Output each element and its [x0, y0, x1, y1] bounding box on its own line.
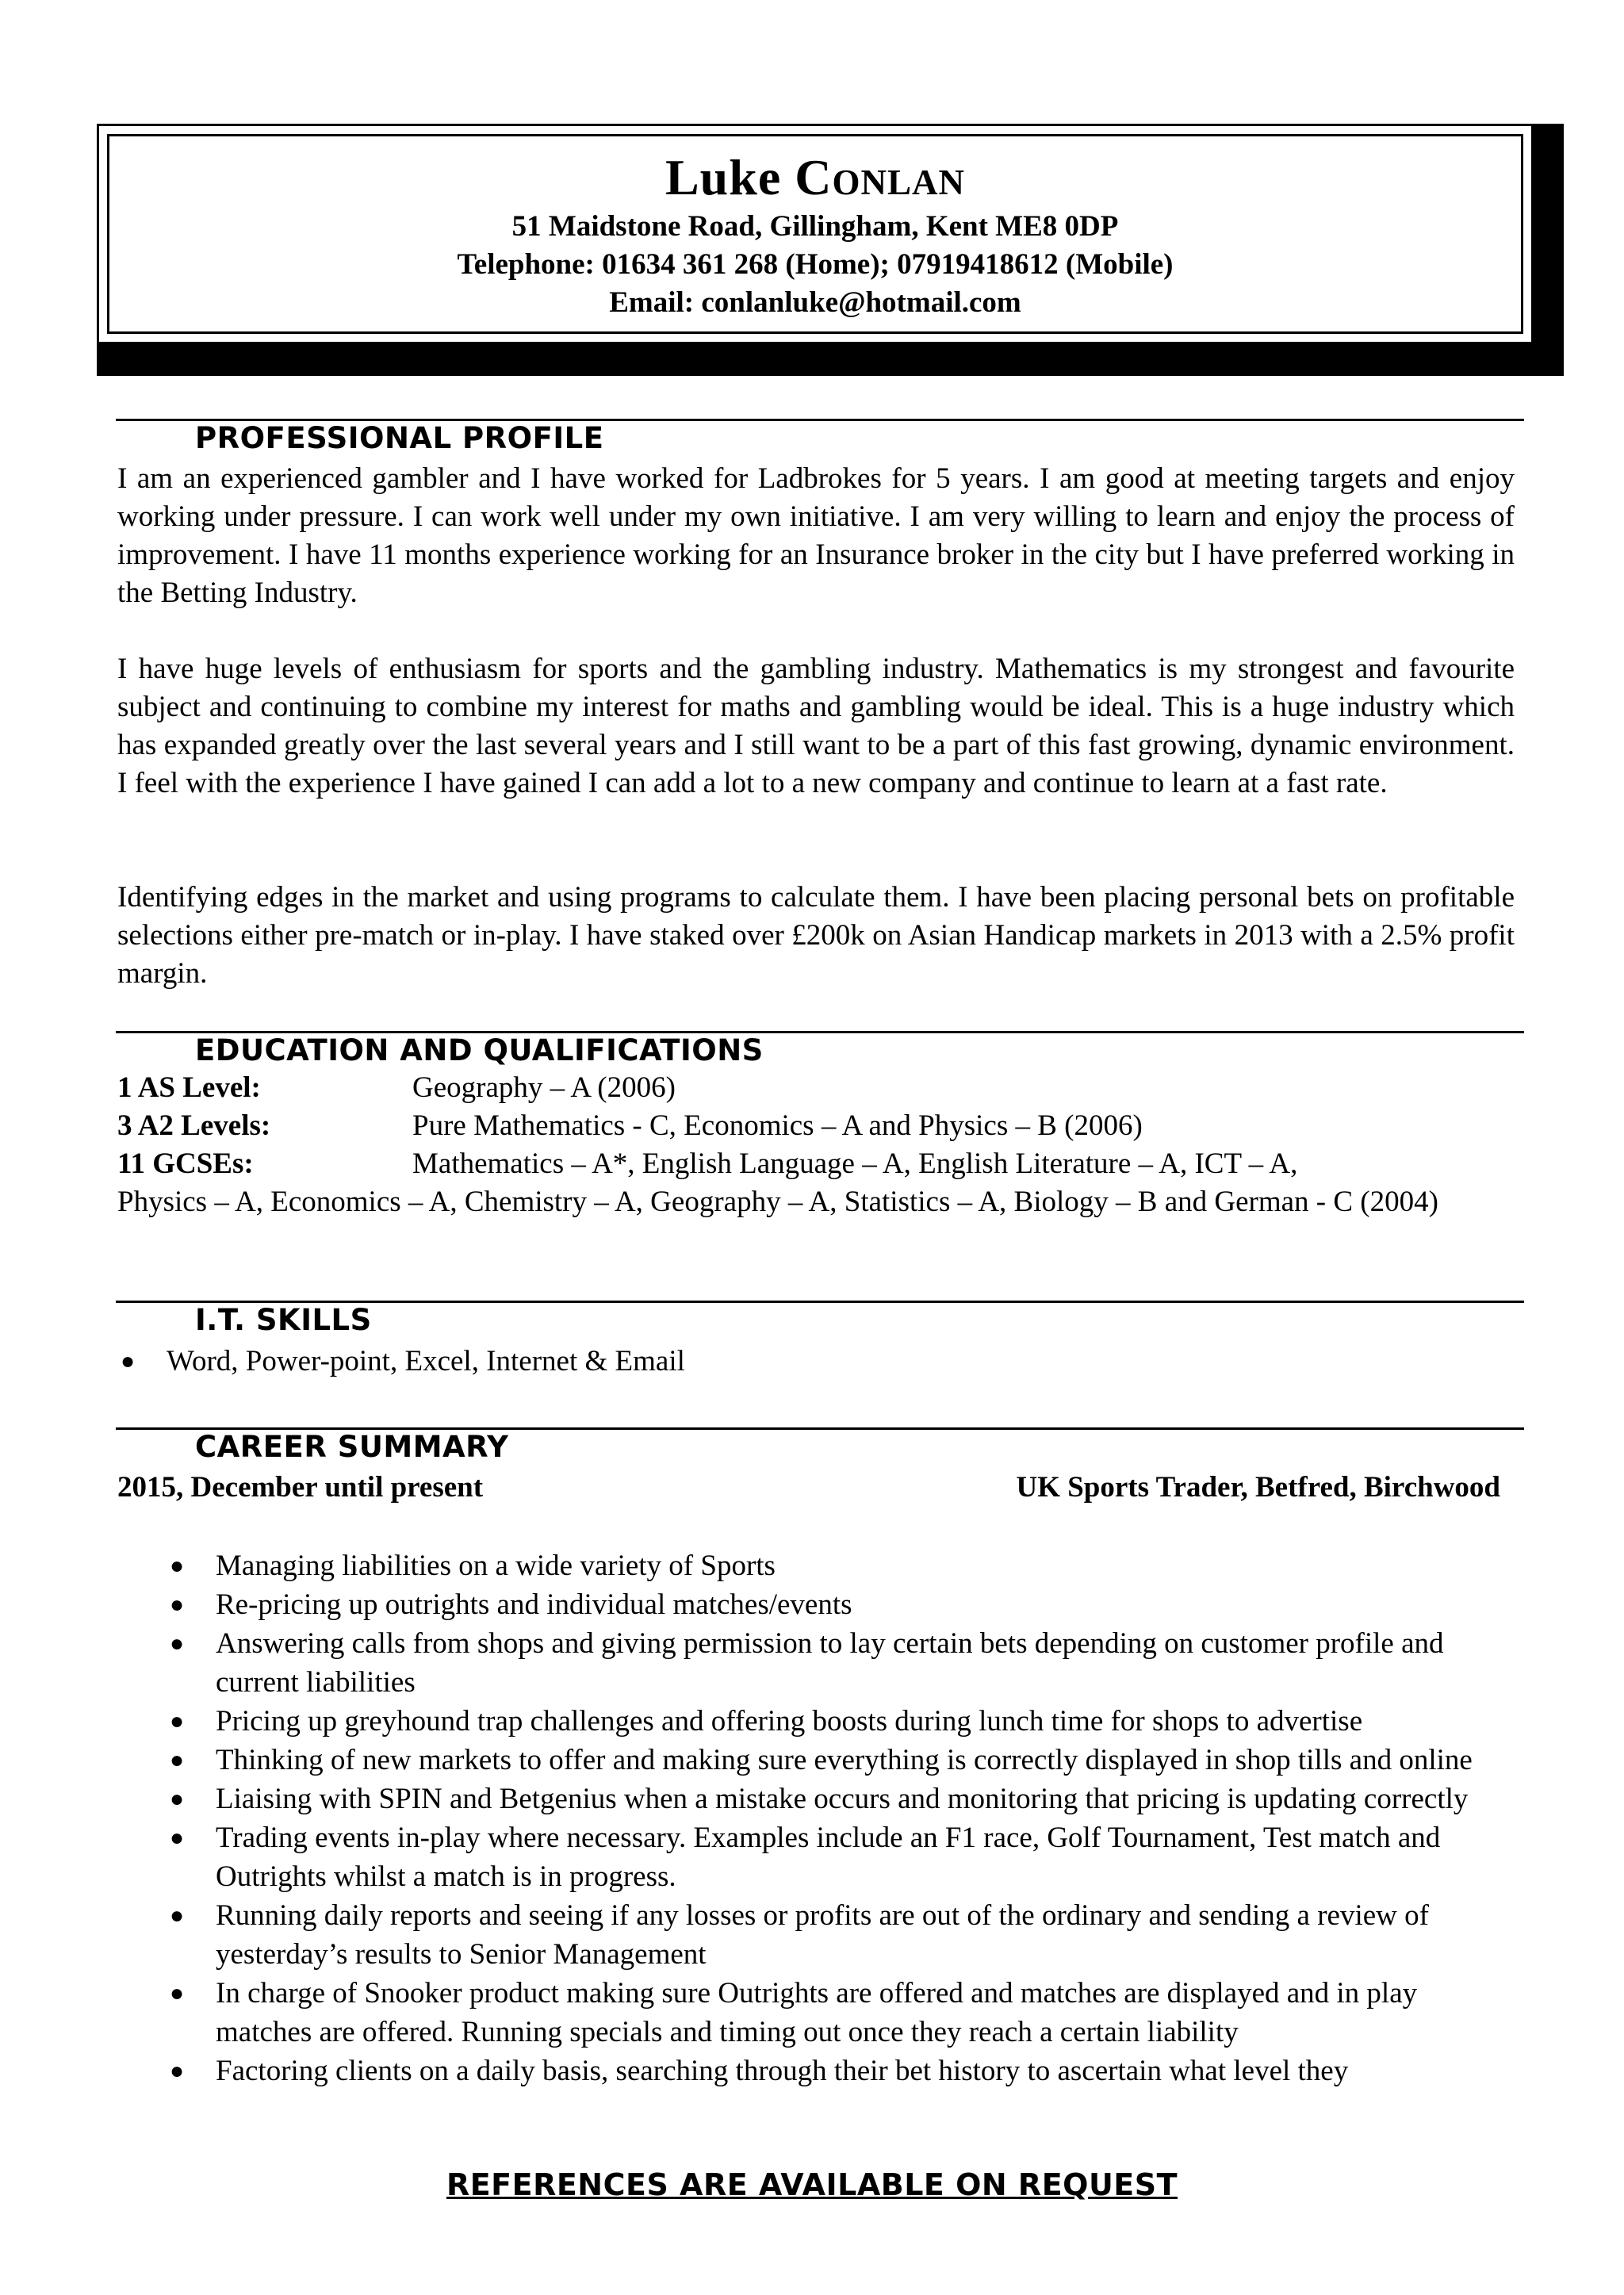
education-value: Geography – A (2006): [412, 1071, 676, 1104]
telephone-line: Telephone: 01634 361 268 (Home); 07919418612 (Mobile): [457, 248, 1174, 281]
it-skills-heading: I.T. SKILLS: [195, 1303, 372, 1337]
bullet-icon: ●: [170, 1825, 185, 1851]
education-value: Mathematics – A*, English Language – A, English Literature – A, ICT – A,: [412, 1148, 1298, 1180]
duty-text: Re-pricing up outrights and individual matches/events: [216, 1588, 852, 1621]
address-line: 51 Maidstone Road, Gillingham, Kent ME8 0DP: [511, 210, 1119, 243]
header-box: [97, 124, 1534, 344]
bullet-icon: ●: [170, 1708, 185, 1734]
bullet-icon: ●: [170, 1786, 185, 1812]
career-period: 2015, December until present: [117, 1471, 484, 1504]
references-note: REFERENCES ARE AVAILABLE ON REQUEST: [446, 2167, 1178, 2202]
it-skills-list: [117, 1342, 1515, 1381]
bullet-icon: ●: [170, 1980, 185, 2006]
list-item: [117, 1818, 1515, 1896]
duty-text: Running daily reports and seeing if any losses or profits are out of the ordinary and sending a review of yesterday’s results to Senior Management: [216, 1899, 1429, 1971]
list-item: [117, 1741, 1515, 1780]
profile-paragraph-2: I have huge levels of enthusiasm for sports and the gambling industry. Mathematics is my strongest and favourite subject and continuing to combine my interest for maths and gambling would be ideal. This is a huge industry which has expanded greatly over the last several years and I still want to be a part of this fast growing, dynamic environment. I feel with the experience I have gained I can add a lot to a new company and continue to learn at a fast rate.: [117, 653, 1515, 799]
list-item: [117, 1896, 1515, 1974]
career-heading: CAREER SUMMARY: [195, 1430, 509, 1464]
last-name: Conlan: [795, 149, 965, 205]
bullet-icon: ●: [121, 1348, 136, 1374]
list-item: [117, 1585, 1515, 1624]
duty-text: Managing liabilities on a wide variety of Sports: [216, 1550, 776, 1582]
career-role: UK Sports Trader, Betfred, Birchwood: [1016, 1471, 1500, 1504]
duty-text: In charge of Snooker product making sure Outrights are offered and matches are displayed and in play matches are offered. Running specials and timing out once they reach a certain liability: [216, 1977, 1418, 2048]
profile-paragraph-1: I am an experienced gambler and I have worked for Ladbrokes for 5 years. I am good at meeting targets and enjoy working under pressure. I can work well under my own initiative. I am very willing to learn and enjoy the process of improvement. I have 11 months experience working for an Insurance broker in the city but I have preferred working in the Betting Industry.: [117, 462, 1515, 609]
education-value: Pure Mathematics - C, Economics – A and Physics – B (2006): [412, 1109, 1143, 1142]
education-label: 1 AS Level:: [117, 1071, 261, 1104]
duty-text: Factoring clients on a daily basis, searching through their bet history to ascertain what level they: [216, 2055, 1349, 2087]
header-inner-frame: [107, 134, 1523, 334]
duty-text: Liaising with SPIN and Betgenius when a mistake occurs and monitoring that pricing is updating correctly: [216, 1783, 1469, 1815]
education-heading: EDUCATION AND QUALIFICATIONS: [195, 1033, 764, 1067]
duty-text: Thinking of new markets to offer and making sure everything is correctly displayed in shop tills and online: [216, 1744, 1473, 1776]
list-item: [117, 1780, 1515, 1818]
candidate-name: [109, 148, 1521, 208]
bullet-icon: ●: [170, 2058, 185, 2084]
it-skill-text: Word, Power-point, Excel, Internet & Email: [167, 1345, 685, 1377]
education-row: [117, 1069, 676, 1107]
education-label: 11 GCSEs:: [117, 1148, 254, 1180]
career-entry-header: [117, 1469, 1500, 1507]
list-item: [117, 1974, 1515, 2052]
list-item: [117, 1342, 1515, 1381]
list-item: [117, 2052, 1515, 2090]
bullet-icon: ●: [170, 1592, 185, 1618]
education-continuation: Physics – A, Economics – A, Chemistry – A, Geography – A, Statistics – A, Biology – B and German - C (2004): [117, 1186, 1438, 1218]
education-row: [117, 1145, 1297, 1183]
education-row: [117, 1107, 1143, 1145]
bullet-icon: ●: [170, 1902, 185, 1929]
career-duties-list: [117, 1546, 1515, 2090]
duty-text: Pricing up greyhound trap challenges and offering boosts during lunch time for shops to advertise: [216, 1705, 1363, 1738]
duty-text: Answering calls from shops and giving permission to lay certain bets depending on customer profile and current liabilities: [216, 1627, 1444, 1699]
email-line: Email: conlanluke@hotmail.com: [609, 286, 1021, 319]
bullet-icon: ●: [170, 1630, 185, 1657]
profile-heading: PROFESSIONAL PROFILE: [195, 421, 604, 455]
bullet-icon: ●: [170, 1747, 185, 1773]
bullet-icon: ●: [170, 1553, 185, 1579]
first-name: Luke: [665, 149, 782, 205]
list-item: [117, 1546, 1515, 1585]
list-item: [117, 1624, 1515, 1702]
education-label: 3 A2 Levels:: [117, 1109, 271, 1142]
list-item: [117, 1702, 1515, 1741]
duty-text: Trading events in-play where necessary. Examples include an F1 race, Golf Tournament, Test match and Outrights whilst a match is in progress.: [216, 1822, 1441, 1893]
profile-paragraph-3: Identifying edges in the market and using programs to calculate them. I have been placing personal bets on profitable selections either pre-match or in-play. I have staked over £200k on Asian Handicap markets in 2013 with a 2.5% profit margin.: [117, 881, 1515, 990]
